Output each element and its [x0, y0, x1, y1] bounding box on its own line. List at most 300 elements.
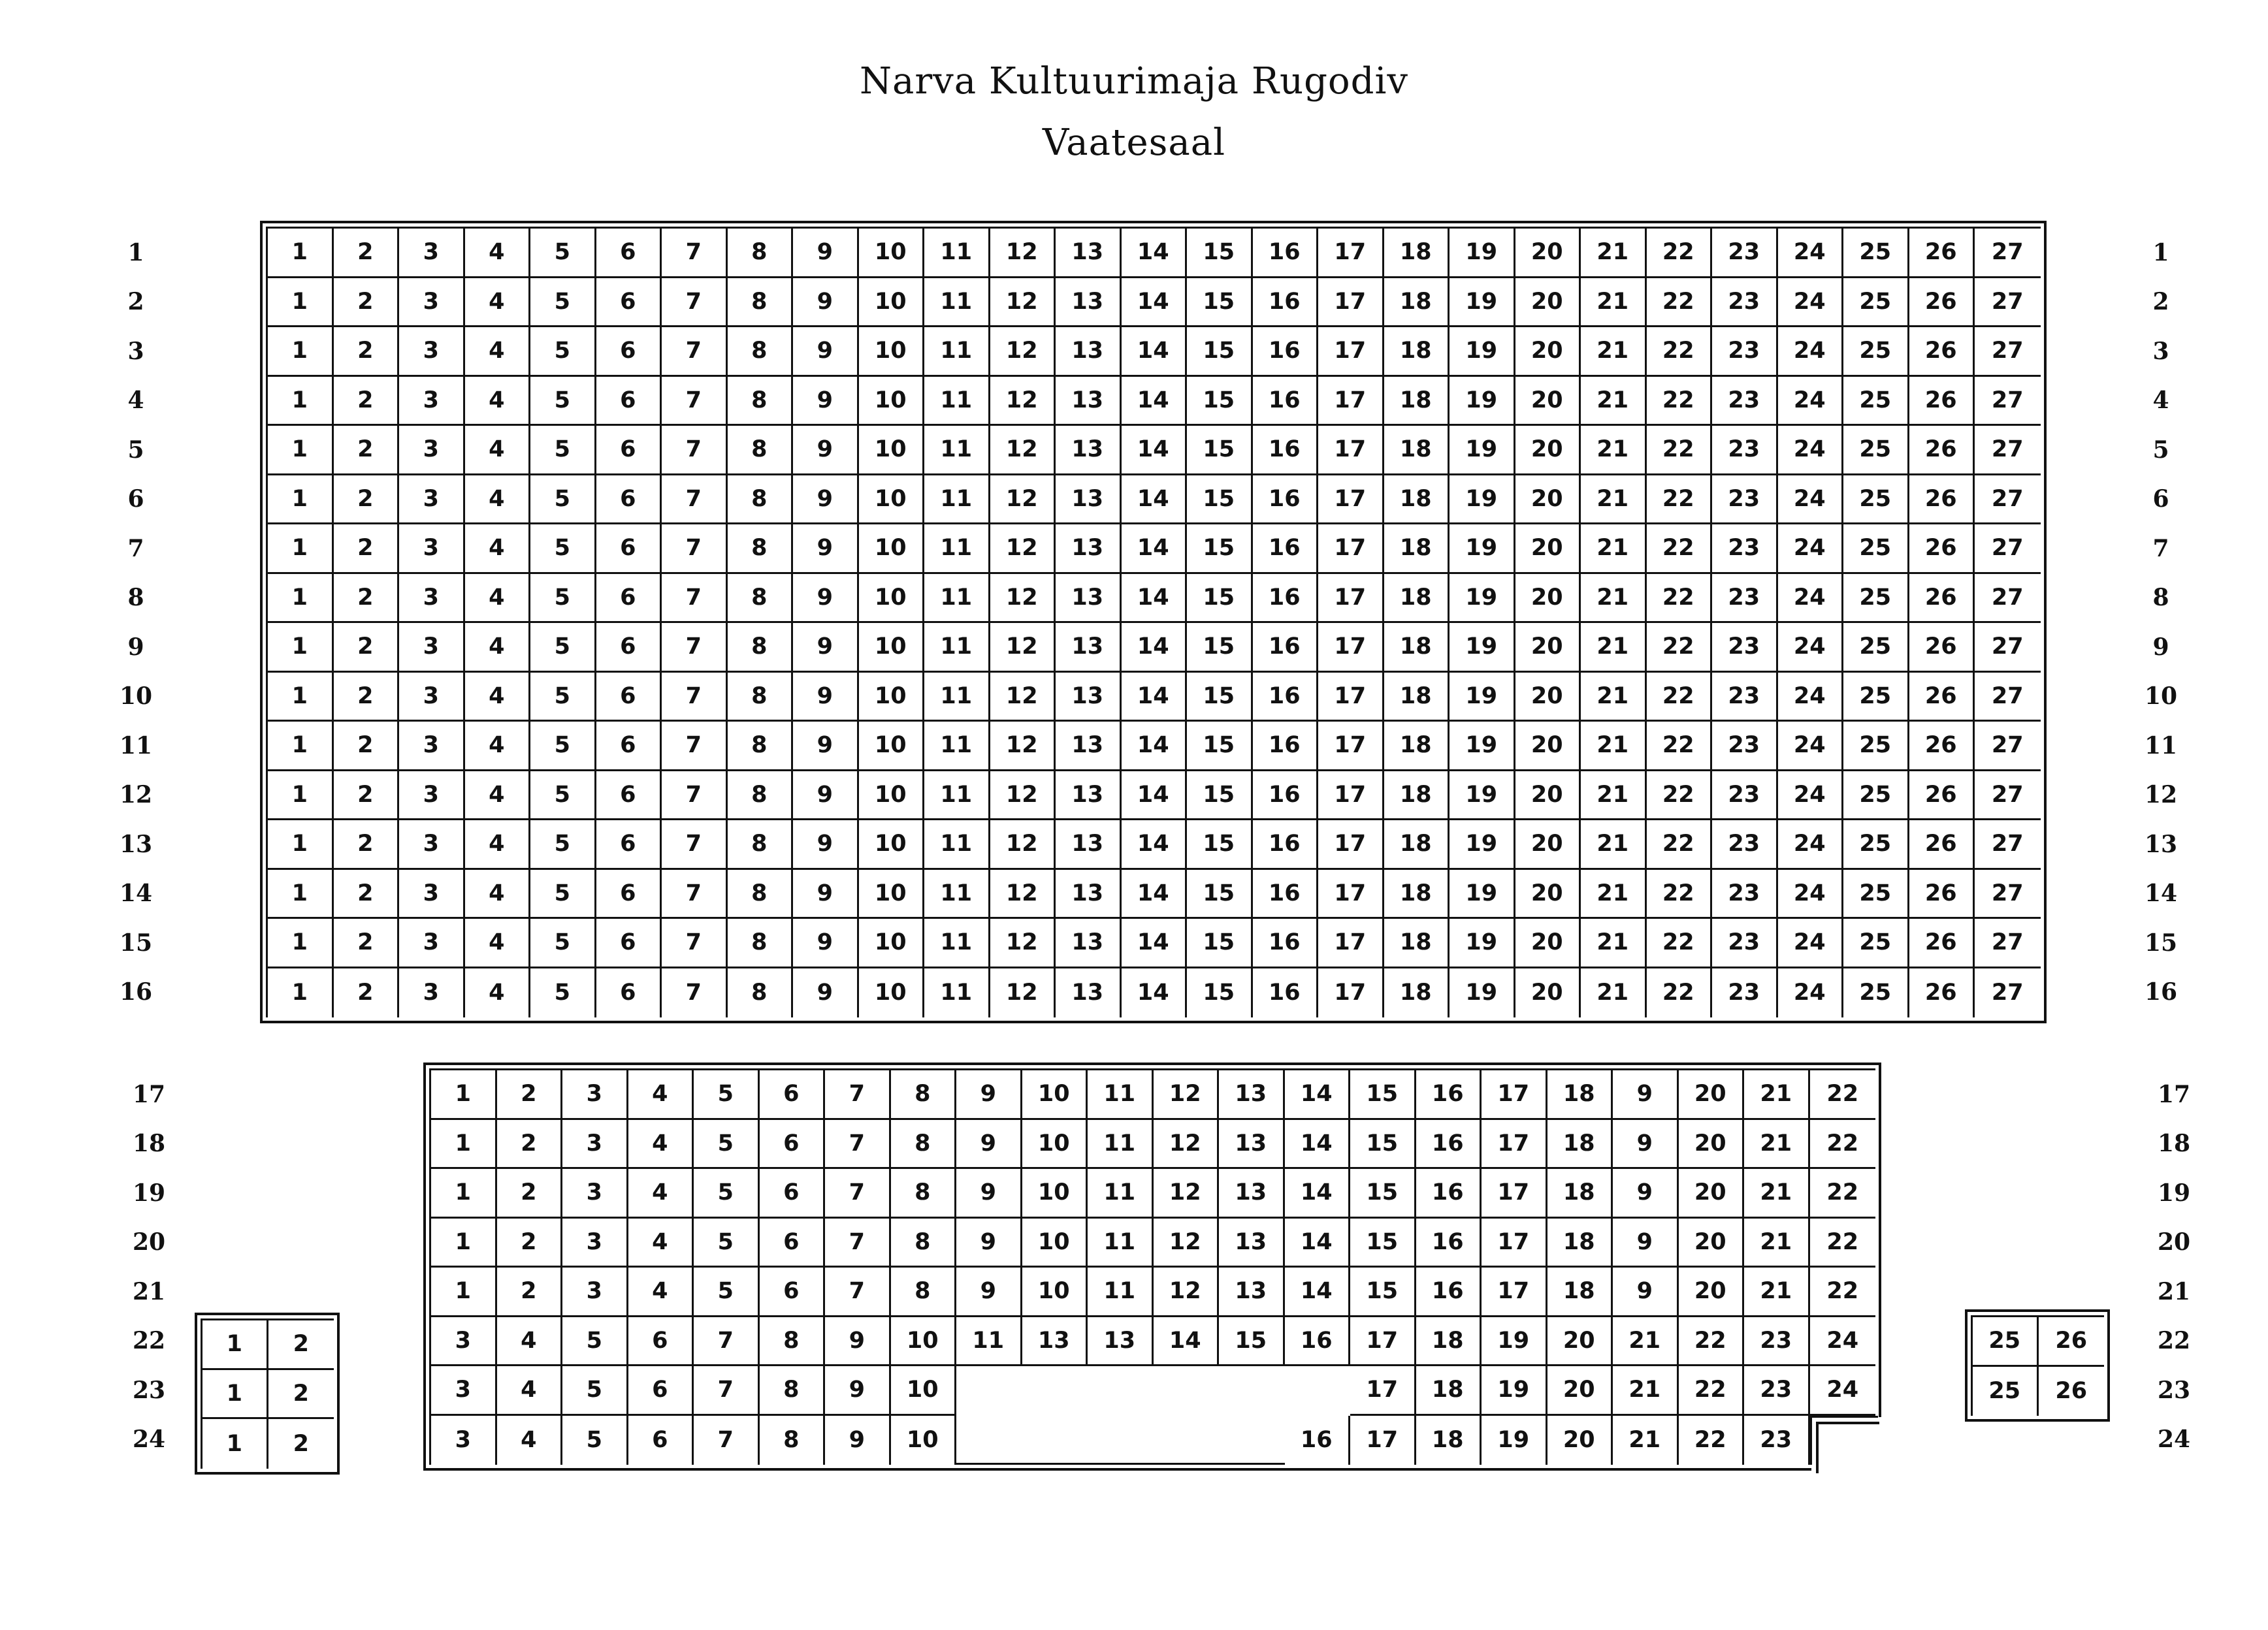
- seat[interactable]: 9: [793, 327, 859, 377]
- seat[interactable]: 7: [662, 623, 728, 673]
- seat[interactable]: 5: [530, 426, 596, 475]
- seat[interactable]: 1: [202, 1320, 268, 1370]
- seat[interactable]: 10: [859, 968, 925, 1018]
- seat[interactable]: 21: [1581, 968, 1647, 1018]
- seat[interactable]: 25: [1843, 870, 1909, 919]
- seat[interactable]: 11: [1088, 1219, 1154, 1268]
- seat[interactable]: 17: [1350, 1366, 1416, 1416]
- seat[interactable]: 18: [1547, 1120, 1613, 1170]
- seat[interactable]: 12: [990, 377, 1056, 426]
- seat[interactable]: 3: [431, 1317, 497, 1367]
- seat[interactable]: 4: [497, 1416, 563, 1465]
- seat[interactable]: 13: [1056, 574, 1122, 624]
- seat[interactable]: 2: [334, 327, 400, 377]
- seat[interactable]: 20: [1515, 278, 1581, 328]
- seat[interactable]: 22: [1810, 1169, 1876, 1219]
- seat[interactable]: 10: [891, 1317, 957, 1367]
- seat[interactable]: 14: [1122, 722, 1188, 771]
- seat[interactable]: 17: [1318, 377, 1384, 426]
- seat[interactable]: 25: [1843, 377, 1909, 426]
- seat[interactable]: 8: [891, 1070, 957, 1120]
- seat[interactable]: 26: [1909, 968, 1975, 1018]
- seat[interactable]: 10: [859, 475, 925, 525]
- seat[interactable]: 15: [1187, 771, 1253, 821]
- seat[interactable]: 17: [1318, 623, 1384, 673]
- seat[interactable]: 3: [399, 722, 465, 771]
- seat[interactable]: 23: [1712, 968, 1778, 1018]
- seat[interactable]: 14: [1122, 426, 1188, 475]
- seat[interactable]: 9: [1613, 1219, 1679, 1268]
- seat[interactable]: 27: [1975, 673, 2041, 722]
- seat[interactable]: 13: [1056, 524, 1122, 574]
- seat[interactable]: 21: [1581, 623, 1647, 673]
- seat[interactable]: 13: [1219, 1070, 1285, 1120]
- seat[interactable]: 25: [1973, 1317, 2039, 1367]
- seat[interactable]: 18: [1384, 820, 1450, 870]
- seat[interactable]: 22: [1647, 475, 1713, 525]
- seat[interactable]: 17: [1350, 1416, 1416, 1465]
- seat[interactable]: 8: [728, 426, 794, 475]
- seat[interactable]: 5: [530, 820, 596, 870]
- seat[interactable]: 24: [1778, 574, 1844, 624]
- seat[interactable]: 3: [399, 623, 465, 673]
- seat[interactable]: 20: [1515, 820, 1581, 870]
- seat[interactable]: 6: [596, 475, 662, 525]
- seat[interactable]: 15: [1219, 1317, 1285, 1367]
- seat[interactable]: 14: [1122, 327, 1188, 377]
- seat[interactable]: 15: [1350, 1120, 1416, 1170]
- seat[interactable]: 13: [1056, 968, 1122, 1018]
- seat[interactable]: 17: [1482, 1169, 1547, 1219]
- seat[interactable]: 8: [728, 919, 794, 968]
- seat[interactable]: 7: [662, 574, 728, 624]
- seat[interactable]: 24: [1778, 870, 1844, 919]
- seat[interactable]: 17: [1318, 229, 1384, 278]
- seat[interactable]: 7: [662, 870, 728, 919]
- seat[interactable]: 4: [465, 623, 531, 673]
- seat[interactable]: 26: [2039, 1317, 2105, 1367]
- seat[interactable]: 14: [1285, 1070, 1351, 1120]
- seat[interactable]: 16: [1416, 1120, 1482, 1170]
- seat[interactable]: 1: [268, 278, 334, 328]
- seat[interactable]: 17: [1482, 1268, 1547, 1317]
- seat[interactable]: 11: [924, 722, 990, 771]
- seat[interactable]: 9: [793, 820, 859, 870]
- seat[interactable]: 10: [891, 1416, 957, 1465]
- seat[interactable]: 18: [1547, 1169, 1613, 1219]
- seat[interactable]: 6: [628, 1416, 694, 1465]
- seat[interactable]: 3: [399, 377, 465, 426]
- seat[interactable]: 14: [1122, 771, 1188, 821]
- seat[interactable]: 3: [562, 1268, 628, 1317]
- seat[interactable]: 24: [1778, 524, 1844, 574]
- seat[interactable]: 23: [1712, 870, 1778, 919]
- seat[interactable]: 2: [334, 377, 400, 426]
- seat[interactable]: 7: [662, 771, 728, 821]
- seat[interactable]: 16: [1285, 1317, 1351, 1367]
- seat[interactable]: 23: [1712, 919, 1778, 968]
- seat[interactable]: 17: [1318, 870, 1384, 919]
- seat[interactable]: 4: [628, 1169, 694, 1219]
- seat[interactable]: 4: [465, 820, 531, 870]
- seat[interactable]: 19: [1450, 377, 1515, 426]
- seat[interactable]: 24: [1810, 1317, 1876, 1367]
- seat[interactable]: 15: [1350, 1070, 1416, 1120]
- seat[interactable]: 17: [1318, 673, 1384, 722]
- seat[interactable]: 8: [728, 673, 794, 722]
- seat[interactable]: 23: [1712, 426, 1778, 475]
- seat[interactable]: 19: [1450, 278, 1515, 328]
- seat[interactable]: 24: [1778, 820, 1844, 870]
- seat[interactable]: 6: [596, 426, 662, 475]
- seat[interactable]: 23: [1712, 475, 1778, 525]
- seat[interactable]: 7: [662, 722, 728, 771]
- seat[interactable]: 2: [268, 1370, 334, 1420]
- seat[interactable]: 17: [1318, 722, 1384, 771]
- seat[interactable]: 6: [760, 1268, 826, 1317]
- seat[interactable]: 1: [268, 524, 334, 574]
- seat[interactable]: 26: [1909, 524, 1975, 574]
- seat[interactable]: 6: [596, 524, 662, 574]
- seat[interactable]: 7: [662, 968, 728, 1018]
- seat[interactable]: 3: [399, 524, 465, 574]
- seat[interactable]: 22: [1647, 524, 1713, 574]
- seat[interactable]: 19: [1450, 623, 1515, 673]
- seat[interactable]: 14: [1122, 870, 1188, 919]
- seat[interactable]: 4: [465, 327, 531, 377]
- seat[interactable]: 12: [990, 278, 1056, 328]
- seat[interactable]: 1: [431, 1070, 497, 1120]
- seat[interactable]: 24: [1778, 771, 1844, 821]
- seat[interactable]: 9: [825, 1416, 891, 1465]
- seat[interactable]: 18: [1384, 870, 1450, 919]
- seat[interactable]: 21: [1581, 327, 1647, 377]
- seat[interactable]: 12: [990, 722, 1056, 771]
- seat[interactable]: 12: [1154, 1268, 1220, 1317]
- seat[interactable]: 13: [1056, 377, 1122, 426]
- seat[interactable]: 8: [728, 870, 794, 919]
- seat[interactable]: 15: [1187, 327, 1253, 377]
- seat[interactable]: 27: [1975, 870, 2041, 919]
- seat[interactable]: 8: [891, 1169, 957, 1219]
- seat[interactable]: 10: [859, 229, 925, 278]
- seat[interactable]: 13: [1056, 820, 1122, 870]
- seat[interactable]: 11: [924, 574, 990, 624]
- seat[interactable]: 9: [793, 968, 859, 1018]
- seat[interactable]: 13: [1056, 327, 1122, 377]
- seat[interactable]: 24: [1778, 475, 1844, 525]
- seat[interactable]: 24: [1810, 1366, 1876, 1416]
- seat[interactable]: 26: [1909, 327, 1975, 377]
- seat[interactable]: 19: [1450, 870, 1515, 919]
- seat[interactable]: 14: [1285, 1268, 1351, 1317]
- seat[interactable]: 16: [1253, 820, 1319, 870]
- seat[interactable]: 11: [924, 524, 990, 574]
- seat[interactable]: 3: [562, 1070, 628, 1120]
- seat[interactable]: 27: [1975, 722, 2041, 771]
- seat[interactable]: 6: [760, 1070, 826, 1120]
- seat[interactable]: 19: [1482, 1366, 1547, 1416]
- seat[interactable]: 7: [694, 1366, 760, 1416]
- seat[interactable]: 2: [334, 229, 400, 278]
- seat[interactable]: 13: [1056, 278, 1122, 328]
- seat[interactable]: 17: [1318, 475, 1384, 525]
- seat[interactable]: 4: [628, 1219, 694, 1268]
- seat[interactable]: 18: [1384, 623, 1450, 673]
- seat[interactable]: 23: [1712, 278, 1778, 328]
- seat[interactable]: 27: [1975, 524, 2041, 574]
- seat[interactable]: 16: [1253, 475, 1319, 525]
- seat[interactable]: 18: [1547, 1219, 1613, 1268]
- seat[interactable]: 4: [465, 426, 531, 475]
- seat[interactable]: 2: [334, 820, 400, 870]
- seat[interactable]: 27: [1975, 623, 2041, 673]
- seat[interactable]: 26: [1909, 820, 1975, 870]
- seat[interactable]: 1: [268, 377, 334, 426]
- seat[interactable]: 20: [1547, 1366, 1613, 1416]
- seat[interactable]: 15: [1187, 524, 1253, 574]
- seat[interactable]: 15: [1187, 820, 1253, 870]
- seat[interactable]: 11: [924, 673, 990, 722]
- seat[interactable]: 10: [1022, 1169, 1088, 1219]
- seat[interactable]: 11: [1088, 1169, 1154, 1219]
- seat[interactable]: 21: [1744, 1219, 1810, 1268]
- seat[interactable]: 26: [1909, 771, 1975, 821]
- seat[interactable]: 5: [530, 475, 596, 525]
- seat[interactable]: 25: [1843, 722, 1909, 771]
- seat[interactable]: 23: [1712, 327, 1778, 377]
- seat[interactable]: 3: [399, 327, 465, 377]
- seat[interactable]: 4: [465, 968, 531, 1018]
- seat[interactable]: 1: [268, 820, 334, 870]
- seat[interactable]: 25: [1843, 673, 1909, 722]
- seat[interactable]: 6: [628, 1317, 694, 1367]
- seat[interactable]: 2: [497, 1268, 563, 1317]
- seat[interactable]: 17: [1318, 327, 1384, 377]
- seat[interactable]: 6: [760, 1219, 826, 1268]
- seat[interactable]: 5: [530, 524, 596, 574]
- seat[interactable]: 22: [1647, 722, 1713, 771]
- seat[interactable]: 25: [1843, 919, 1909, 968]
- seat[interactable]: 22: [1679, 1317, 1745, 1367]
- seat[interactable]: 1: [268, 722, 334, 771]
- seat[interactable]: 14: [1122, 919, 1188, 968]
- seat[interactable]: 22: [1647, 327, 1713, 377]
- seat[interactable]: 23: [1712, 623, 1778, 673]
- seat[interactable]: 21: [1744, 1169, 1810, 1219]
- seat[interactable]: 26: [2039, 1367, 2105, 1416]
- seat[interactable]: 19: [1450, 426, 1515, 475]
- seat[interactable]: 7: [825, 1268, 891, 1317]
- seat[interactable]: 7: [662, 673, 728, 722]
- seat[interactable]: 12: [990, 820, 1056, 870]
- seat[interactable]: 1: [268, 771, 334, 821]
- seat[interactable]: 2: [334, 722, 400, 771]
- seat[interactable]: 11: [1088, 1268, 1154, 1317]
- seat[interactable]: 13: [1056, 475, 1122, 525]
- seat[interactable]: 12: [990, 426, 1056, 475]
- seat[interactable]: 22: [1647, 673, 1713, 722]
- seat[interactable]: 27: [1975, 327, 2041, 377]
- seat[interactable]: 10: [1022, 1120, 1088, 1170]
- seat[interactable]: 11: [924, 229, 990, 278]
- seat[interactable]: 9: [793, 919, 859, 968]
- seat[interactable]: 20: [1515, 426, 1581, 475]
- seat[interactable]: 26: [1909, 673, 1975, 722]
- seat[interactable]: 22: [1679, 1366, 1745, 1416]
- seat[interactable]: 9: [793, 278, 859, 328]
- seat[interactable]: 19: [1450, 327, 1515, 377]
- seat[interactable]: 24: [1778, 229, 1844, 278]
- seat[interactable]: 3: [562, 1120, 628, 1170]
- seat[interactable]: 16: [1253, 870, 1319, 919]
- seat[interactable]: 9: [956, 1268, 1022, 1317]
- seat[interactable]: 13: [1056, 870, 1122, 919]
- seat[interactable]: 4: [465, 722, 531, 771]
- seat[interactable]: 9: [793, 524, 859, 574]
- seat[interactable]: 9: [793, 722, 859, 771]
- seat[interactable]: 7: [662, 820, 728, 870]
- seat[interactable]: 18: [1384, 673, 1450, 722]
- seat[interactable]: 10: [1022, 1268, 1088, 1317]
- seat[interactable]: 12: [1154, 1120, 1220, 1170]
- seat[interactable]: 25: [1843, 574, 1909, 624]
- seat[interactable]: 8: [891, 1219, 957, 1268]
- seat[interactable]: 5: [530, 377, 596, 426]
- seat[interactable]: 1: [268, 229, 334, 278]
- seat[interactable]: 2: [334, 524, 400, 574]
- seat[interactable]: 12: [990, 524, 1056, 574]
- seat[interactable]: 15: [1187, 229, 1253, 278]
- seat[interactable]: 25: [1843, 475, 1909, 525]
- seat[interactable]: 6: [596, 278, 662, 328]
- seat[interactable]: 18: [1384, 574, 1450, 624]
- seat[interactable]: 7: [662, 229, 728, 278]
- seat[interactable]: 4: [465, 574, 531, 624]
- seat[interactable]: 2: [334, 673, 400, 722]
- seat[interactable]: 7: [662, 919, 728, 968]
- seat[interactable]: 8: [728, 722, 794, 771]
- seat[interactable]: 15: [1187, 623, 1253, 673]
- seat[interactable]: 16: [1253, 327, 1319, 377]
- seat[interactable]: 24: [1778, 327, 1844, 377]
- seat[interactable]: 14: [1122, 377, 1188, 426]
- seat[interactable]: 12: [990, 327, 1056, 377]
- seat[interactable]: 20: [1515, 229, 1581, 278]
- seat[interactable]: 7: [662, 278, 728, 328]
- seat[interactable]: 14: [1122, 574, 1188, 624]
- seat[interactable]: 26: [1909, 574, 1975, 624]
- seat[interactable]: 16: [1253, 426, 1319, 475]
- seat[interactable]: 1: [268, 475, 334, 525]
- seat[interactable]: 22: [1647, 229, 1713, 278]
- seat[interactable]: 3: [399, 870, 465, 919]
- seat[interactable]: 23: [1712, 722, 1778, 771]
- seat[interactable]: 11: [1088, 1070, 1154, 1120]
- seat[interactable]: 5: [694, 1070, 760, 1120]
- seat[interactable]: 1: [268, 673, 334, 722]
- seat[interactable]: 27: [1975, 820, 2041, 870]
- seat[interactable]: 14: [1122, 278, 1188, 328]
- seat[interactable]: 27: [1975, 919, 2041, 968]
- seat[interactable]: 23: [1712, 574, 1778, 624]
- seat[interactable]: 9: [825, 1366, 891, 1416]
- seat[interactable]: 6: [596, 229, 662, 278]
- seat[interactable]: 1: [268, 919, 334, 968]
- seat[interactable]: 17: [1482, 1070, 1547, 1120]
- seat[interactable]: 9: [1613, 1120, 1679, 1170]
- seat[interactable]: 7: [662, 377, 728, 426]
- seat[interactable]: 3: [399, 771, 465, 821]
- seat[interactable]: 4: [497, 1317, 563, 1367]
- seat[interactable]: 17: [1318, 574, 1384, 624]
- seat[interactable]: 21: [1581, 229, 1647, 278]
- seat[interactable]: 26: [1909, 426, 1975, 475]
- seat[interactable]: 21: [1581, 475, 1647, 525]
- seat[interactable]: 2: [268, 1320, 334, 1370]
- seat[interactable]: 20: [1679, 1120, 1745, 1170]
- seat[interactable]: 21: [1581, 574, 1647, 624]
- seat[interactable]: 25: [1843, 771, 1909, 821]
- seat[interactable]: 7: [662, 524, 728, 574]
- seat[interactable]: 24: [1778, 278, 1844, 328]
- seat[interactable]: 23: [1712, 673, 1778, 722]
- seat[interactable]: 15: [1187, 574, 1253, 624]
- seat[interactable]: 5: [694, 1268, 760, 1317]
- seat[interactable]: 2: [497, 1219, 563, 1268]
- seat[interactable]: 2: [334, 426, 400, 475]
- seat[interactable]: 11: [924, 771, 990, 821]
- seat[interactable]: 7: [825, 1219, 891, 1268]
- seat[interactable]: 8: [728, 968, 794, 1018]
- seat[interactable]: 13: [1056, 771, 1122, 821]
- seat[interactable]: 22: [1647, 574, 1713, 624]
- seat[interactable]: 24: [1778, 377, 1844, 426]
- seat[interactable]: 17: [1318, 278, 1384, 328]
- seat[interactable]: 20: [1515, 574, 1581, 624]
- seat[interactable]: 5: [530, 722, 596, 771]
- seat[interactable]: 6: [760, 1169, 826, 1219]
- seat[interactable]: 12: [990, 574, 1056, 624]
- seat[interactable]: 24: [1778, 722, 1844, 771]
- seat[interactable]: 25: [1843, 968, 1909, 1018]
- seat[interactable]: 18: [1384, 475, 1450, 525]
- seat[interactable]: 18: [1384, 327, 1450, 377]
- seat[interactable]: 9: [825, 1317, 891, 1367]
- seat[interactable]: 20: [1515, 968, 1581, 1018]
- seat[interactable]: 11: [1088, 1120, 1154, 1170]
- seat[interactable]: 15: [1187, 426, 1253, 475]
- seat[interactable]: 20: [1515, 327, 1581, 377]
- seat[interactable]: 2: [497, 1070, 563, 1120]
- seat[interactable]: 10: [859, 377, 925, 426]
- seat[interactable]: 16: [1253, 377, 1319, 426]
- seat[interactable]: 9: [956, 1120, 1022, 1170]
- seat[interactable]: 1: [268, 574, 334, 624]
- seat[interactable]: 22: [1647, 820, 1713, 870]
- seat[interactable]: 24: [1778, 968, 1844, 1018]
- seat[interactable]: 23: [1712, 820, 1778, 870]
- seat[interactable]: 6: [596, 820, 662, 870]
- seat[interactable]: 20: [1679, 1219, 1745, 1268]
- seat[interactable]: 14: [1154, 1317, 1220, 1367]
- seat[interactable]: 16: [1416, 1268, 1482, 1317]
- seat[interactable]: 13: [1056, 426, 1122, 475]
- seat[interactable]: 6: [596, 377, 662, 426]
- seat[interactable]: 27: [1975, 475, 2041, 525]
- seat[interactable]: 14: [1285, 1120, 1351, 1170]
- seat[interactable]: 5: [694, 1169, 760, 1219]
